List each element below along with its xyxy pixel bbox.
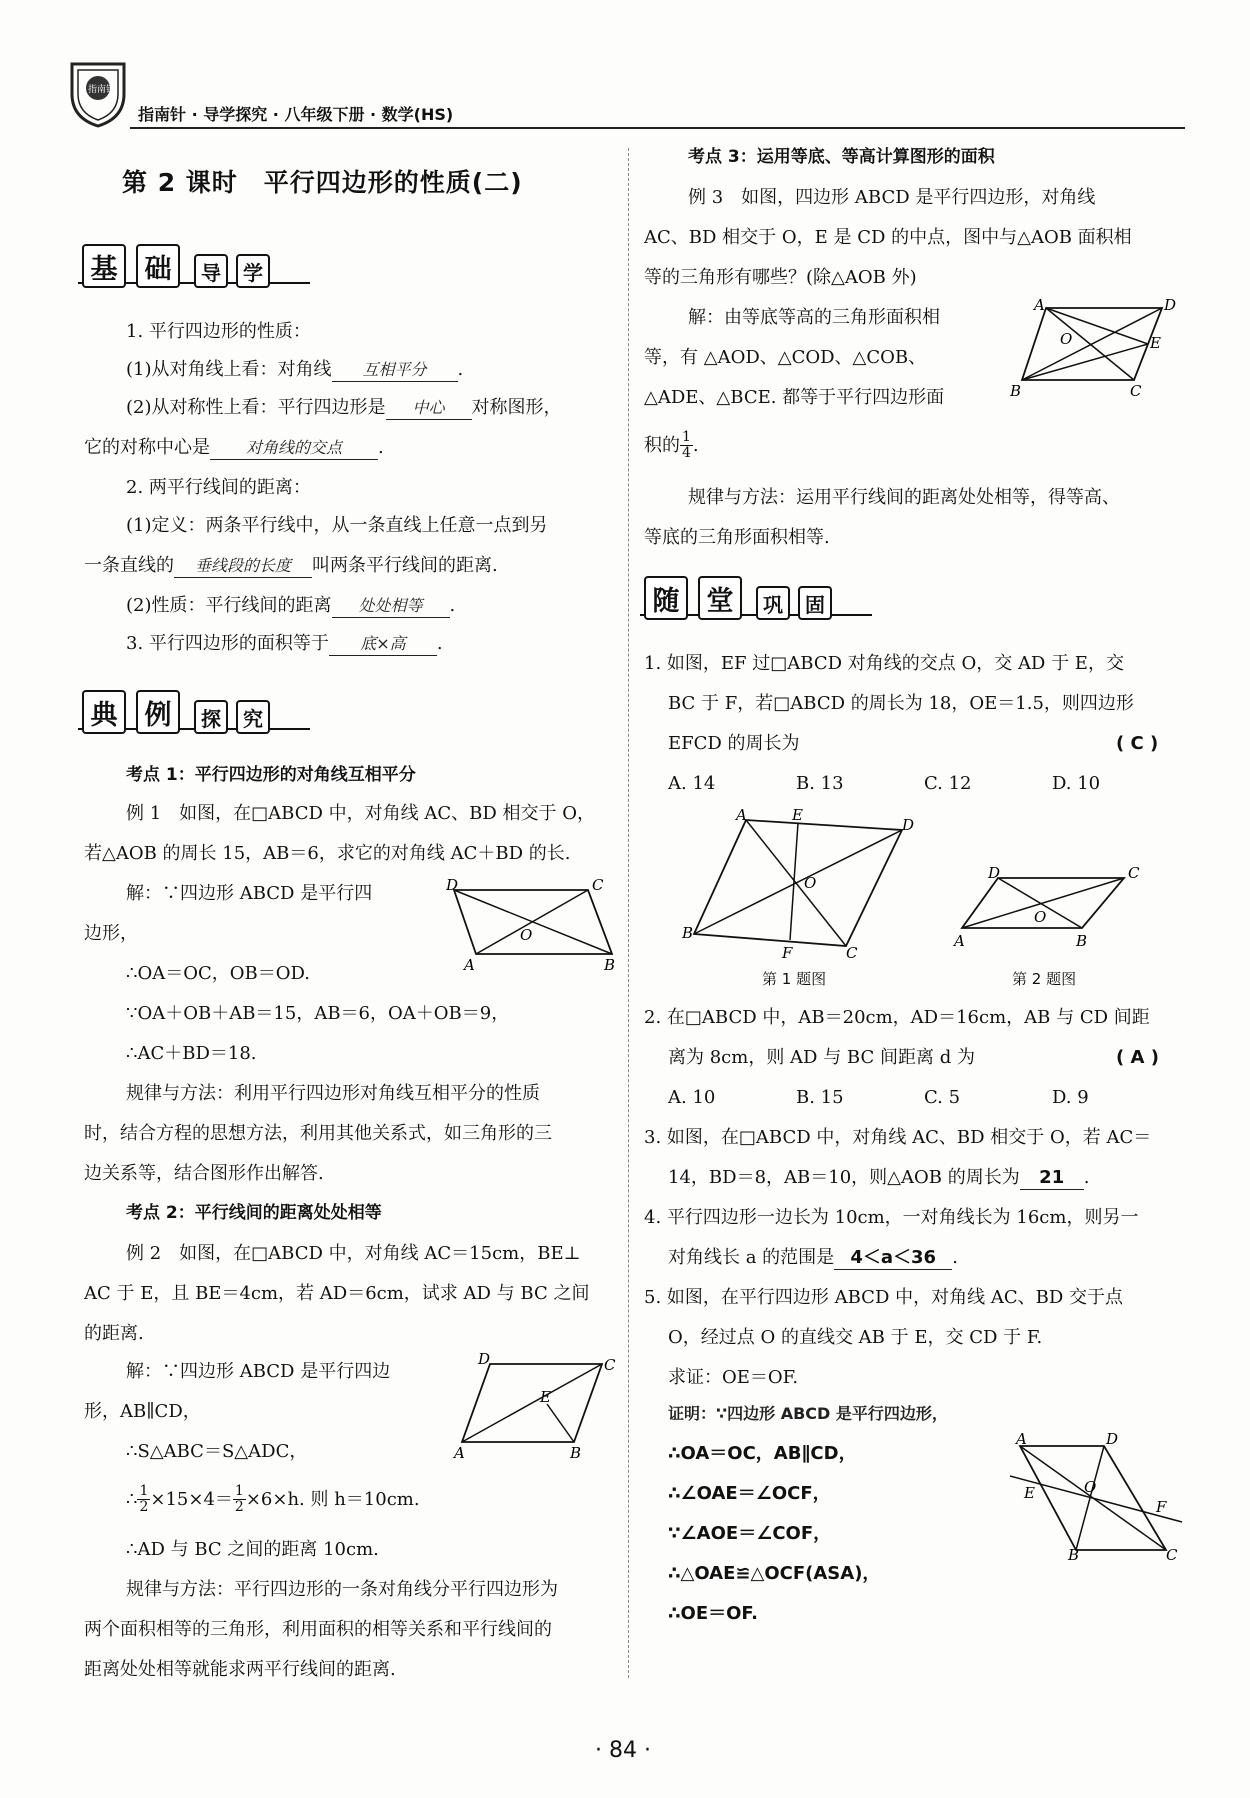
example1-figure (446, 878, 626, 973)
label-A: A (464, 956, 475, 973)
sec-char: 探 (194, 700, 228, 734)
sec-char: 究 (236, 700, 270, 734)
practice-q2: 2. 在□ABCD 中，AB＝20cm，AD＝16cm，AB 与 CD 间距 (644, 1007, 1150, 1028)
option: B. 15 (796, 1087, 844, 1108)
label-D: D (988, 864, 1001, 882)
kp2-title: 考点 2：平行线间的距离处处相等 (126, 1203, 382, 1223)
practice-q1: 1. 如图，EF 过□ABCD 对角线的交点 O，交 AD 于 E，交 (644, 653, 1124, 674)
sec-char: 堂 (698, 576, 742, 620)
answer-blank: 底×高 (329, 634, 437, 656)
answer-blank: 21 (1020, 1166, 1084, 1190)
practice-q5: O，经过点 O 的直线交 AB 于 E，交 CD 于 F. (668, 1327, 1043, 1348)
practice-q3: 3. 如图，在□ABCD 中，对角线 AC、BD 相交于 O，若 AC＝ (644, 1127, 1152, 1148)
kp2-solution: 解：∵四边形 ABCD 是平行四边 (126, 1361, 391, 1382)
kp1-solution: ∴OA＝OC，OB＝OD. (126, 963, 310, 984)
label-D: D (446, 878, 459, 894)
label-O: O (804, 874, 817, 892)
kp3-solution: 积的 $\frac{1}{4}$ . (644, 429, 699, 462)
label-C: C (592, 878, 604, 894)
figure-caption: 第 2 题图 (1012, 970, 1077, 988)
practice5-figure (1000, 1432, 1190, 1562)
basic-line: (2)从对称性上看：平行四边形是 中心 对称图形， (126, 397, 562, 418)
label-A: A (954, 932, 965, 950)
practice-q4: 4. 平行四边形一边长为 10cm，一对角线长为 16cm，则另一 (644, 1207, 1139, 1228)
proof-line: ∵∠AOE＝∠COF， (668, 1523, 832, 1544)
kp1-solution: 解：∵四边形 ABCD 是平行四 (126, 883, 373, 904)
option: A. 14 (668, 773, 716, 794)
label-D: D (1164, 296, 1177, 314)
kp3-method: 规律与方法：运用平行线间的距离处处相等，得等高、 (688, 487, 1120, 508)
section-practice (640, 576, 872, 620)
label-F: F (782, 944, 793, 962)
practice-q1: BC 于 F，若□ABCD 的周长为 18，OE＝1.5，则四边形 (668, 693, 1134, 714)
answer-blank: 垂线段的长度 (174, 556, 312, 578)
label-B: B (682, 924, 694, 942)
label-C: C (1128, 864, 1140, 882)
answer-blank: 处处相等 (332, 596, 450, 618)
sec-char: 随 (644, 576, 688, 620)
kp3-solution: 等，有 △AOD、△COD、△COB、 (644, 347, 927, 368)
header-title: 指南针 · 导学探究 · 八年级下册 · 数学(HS) (138, 105, 454, 124)
kp2-method: 两个面积相等的三角形，利用面积的相等关系和平行线间的 (84, 1619, 552, 1640)
proof-line: 证明：∵四边形 ABCD 是平行四边形， (668, 1404, 948, 1423)
sec-char: 础 (136, 244, 180, 288)
sec-char: 巩 (756, 586, 790, 620)
option: D. 9 (1052, 1087, 1089, 1108)
header-rule (130, 127, 1185, 129)
sec-char: 学 (236, 254, 270, 288)
label-B: B (604, 956, 616, 973)
option: B. 13 (796, 773, 844, 794)
label-O: O (1084, 1478, 1097, 1496)
label-D: D (478, 1352, 491, 1368)
label-C: C (1166, 1546, 1178, 1562)
kp2-solution: ∴ $\frac{1}{2}$ ×15×4＝ $\frac{1}{2}$ ×6×h. 则 h＝10cm. (126, 1483, 420, 1516)
kp2-solution: 形，AB∥CD， (84, 1401, 201, 1422)
kp3-question: 例 3 如图，四边形 ABCD 是平行四边形，对角线 (688, 187, 1096, 208)
practice-q3: 14，BD＝8，AB＝10，则△AOB 的周长为 21 . (668, 1166, 1089, 1190)
kp2-question: 的距离. (84, 1323, 144, 1344)
kp3-solution: 解：由等底等高的三角形面积相 (688, 307, 940, 328)
kp2-question: 例 2 如图，在□ABCD 中，对角线 AC＝15cm，BE⊥ (126, 1243, 581, 1264)
proof-line: ∴OA＝OC，AB∥CD， (668, 1443, 857, 1464)
option: C. 5 (924, 1087, 961, 1108)
option: D. 10 (1052, 773, 1101, 794)
kp3-solution: △ADE、△BCE. 都等于平行四边形面 (644, 387, 945, 408)
kp2-question: AC 于 E，且 BE＝4cm，若 AD＝6cm，试求 AD 与 BC 之间 (84, 1283, 590, 1304)
kp3-question: 等的三角形有哪些？(除△AOB 外) (644, 267, 917, 288)
practice-q2: 离为 8cm，则 AD 与 BC 间距离 d 为 (668, 1047, 975, 1068)
label-O: O (1034, 908, 1047, 926)
kp3-method: 等底的三角形面积相等. (644, 527, 830, 548)
lesson-title: 第 2 课时 平行四边形的性质(二) (122, 168, 523, 197)
sec-char: 导 (194, 254, 228, 288)
label-C: C (846, 944, 858, 962)
label-E: E (792, 808, 803, 824)
label-A: A (454, 1444, 465, 1462)
label-B: B (1010, 382, 1022, 400)
practice-q5: 求证：OE＝OF. (668, 1367, 799, 1388)
kp1-solution: 边形， (84, 923, 138, 944)
label-E: E (1150, 334, 1161, 352)
basic-line: (1)从对角线上看：对角线 互相平分 . (126, 359, 464, 380)
kp1-title: 考点 1：平行四边形的对角线互相平分 (126, 765, 416, 785)
kp1-method: 边关系等，结合图形作出解答. (84, 1163, 324, 1184)
label-D: D (1106, 1432, 1119, 1448)
example2-figure (450, 1352, 630, 1462)
label-E: E (1024, 1484, 1035, 1502)
label-D: D (902, 816, 915, 834)
proof-line: ∴OE＝OF. (668, 1603, 758, 1624)
basic-line: (2)性质：平行线间的距离 处处相等 . (126, 595, 456, 616)
basic-line: 一条直线的 垂线段的长度 叫两条平行线间的距离. (84, 555, 498, 576)
kp1-question: 若△AOB 的周长 15，AB＝6，求它的对角线 AC＋BD 的长. (84, 843, 571, 864)
practice1-figure (680, 808, 920, 968)
answer-blank: 互相平分 (332, 360, 458, 382)
svg-text:指南针: 指南针 (88, 85, 116, 95)
label-A: A (1016, 1432, 1027, 1448)
label-O: O (1060, 330, 1073, 348)
kp3-title: 考点 3：运用等底、等高计算图形的面积 (688, 147, 995, 167)
kp2-method: 距离处处相等就能求两平行线间的距离. (84, 1659, 396, 1680)
kp1-method: 时，结合方程的思想方法，利用其他关系式，如三角形的三 (84, 1123, 552, 1144)
basic-line: 它的对称中心是 对角线的交点 . (84, 437, 384, 458)
answer-blank: 中心 (386, 398, 472, 420)
sec-char: 固 (798, 586, 832, 620)
publisher-logo (66, 58, 130, 130)
sec-char: 例 (136, 690, 180, 734)
kp2-method: 规律与方法：平行四边形的一条对角线分平行四边形为 (126, 1579, 558, 1600)
label-B: B (570, 1444, 582, 1462)
basic-line: 3. 平行四边形的面积等于 底×高 . (126, 633, 443, 654)
kp2-solution: ∴AD 与 BC 之间的距离 10cm. (126, 1539, 379, 1560)
practice2-figure (952, 862, 1162, 952)
sec-char: 基 (82, 244, 126, 288)
label-O: O (520, 926, 533, 944)
practice-q1: EFCD 的周长为 (668, 733, 800, 754)
kp1-solution: ∴AC＋BD＝18. (126, 1043, 257, 1064)
example3-figure (1010, 296, 1180, 406)
section-example (78, 690, 310, 734)
figure-caption: 第 1 题图 (762, 970, 827, 988)
option: A. 10 (668, 1087, 716, 1108)
proof-line: ∴△OAE≌△OCF(ASA)， (668, 1563, 881, 1584)
label-E: E (540, 1388, 551, 1406)
label-A: A (736, 808, 747, 824)
proof-line: ∴∠OAE＝∠OCF， (668, 1483, 831, 1504)
basic-line: 1. 平行四边形的性质： (126, 321, 311, 342)
label-A: A (1034, 296, 1045, 314)
option: C. 12 (924, 773, 972, 794)
basic-line: (1)定义：两条平行线中，从一条直线上任意一点到另 (126, 515, 548, 536)
basic-line: 2. 两平行线间的距离： (126, 477, 311, 498)
label-F: F (1156, 1498, 1167, 1516)
label-B: B (1068, 1546, 1080, 1562)
kp1-question: 例 1 如图，在□ABCD 中，对角线 AC、BD 相交于 O， (126, 803, 596, 824)
answer-blank: 4＜a＜36 (834, 1246, 952, 1270)
practice-q5: 5. 如图，在平行四边形 ABCD 中，对角线 AC、BD 交于点 (644, 1287, 1123, 1308)
kp3-question: AC、BD 相交于 O，E 是 CD 的中点，图中与△AOB 面积相 (644, 227, 1132, 248)
kp1-solution: ∵OA＋OB＋AB＝15，AB＝6，OA＋OB＝9， (126, 1003, 510, 1024)
practice-q2-answer: ( A ) (1116, 1047, 1159, 1068)
label-B: B (1076, 932, 1088, 950)
kp1-method: 规律与方法：利用平行四边形对角线互相平分的性质 (126, 1083, 540, 1104)
practice-q4: 对角线长 a 的范围是 4＜a＜36 . (668, 1246, 958, 1270)
sec-char: 典 (82, 690, 126, 734)
practice-q1-answer: ( C ) (1116, 733, 1159, 754)
section-basic (78, 244, 310, 288)
answer-blank: 对角线的交点 (210, 438, 378, 460)
label-C: C (1130, 382, 1142, 400)
label-C: C (604, 1356, 616, 1374)
page-number: · 84 · (595, 1738, 651, 1763)
kp2-solution: ∴S△ABC＝S△ADC， (126, 1441, 308, 1462)
